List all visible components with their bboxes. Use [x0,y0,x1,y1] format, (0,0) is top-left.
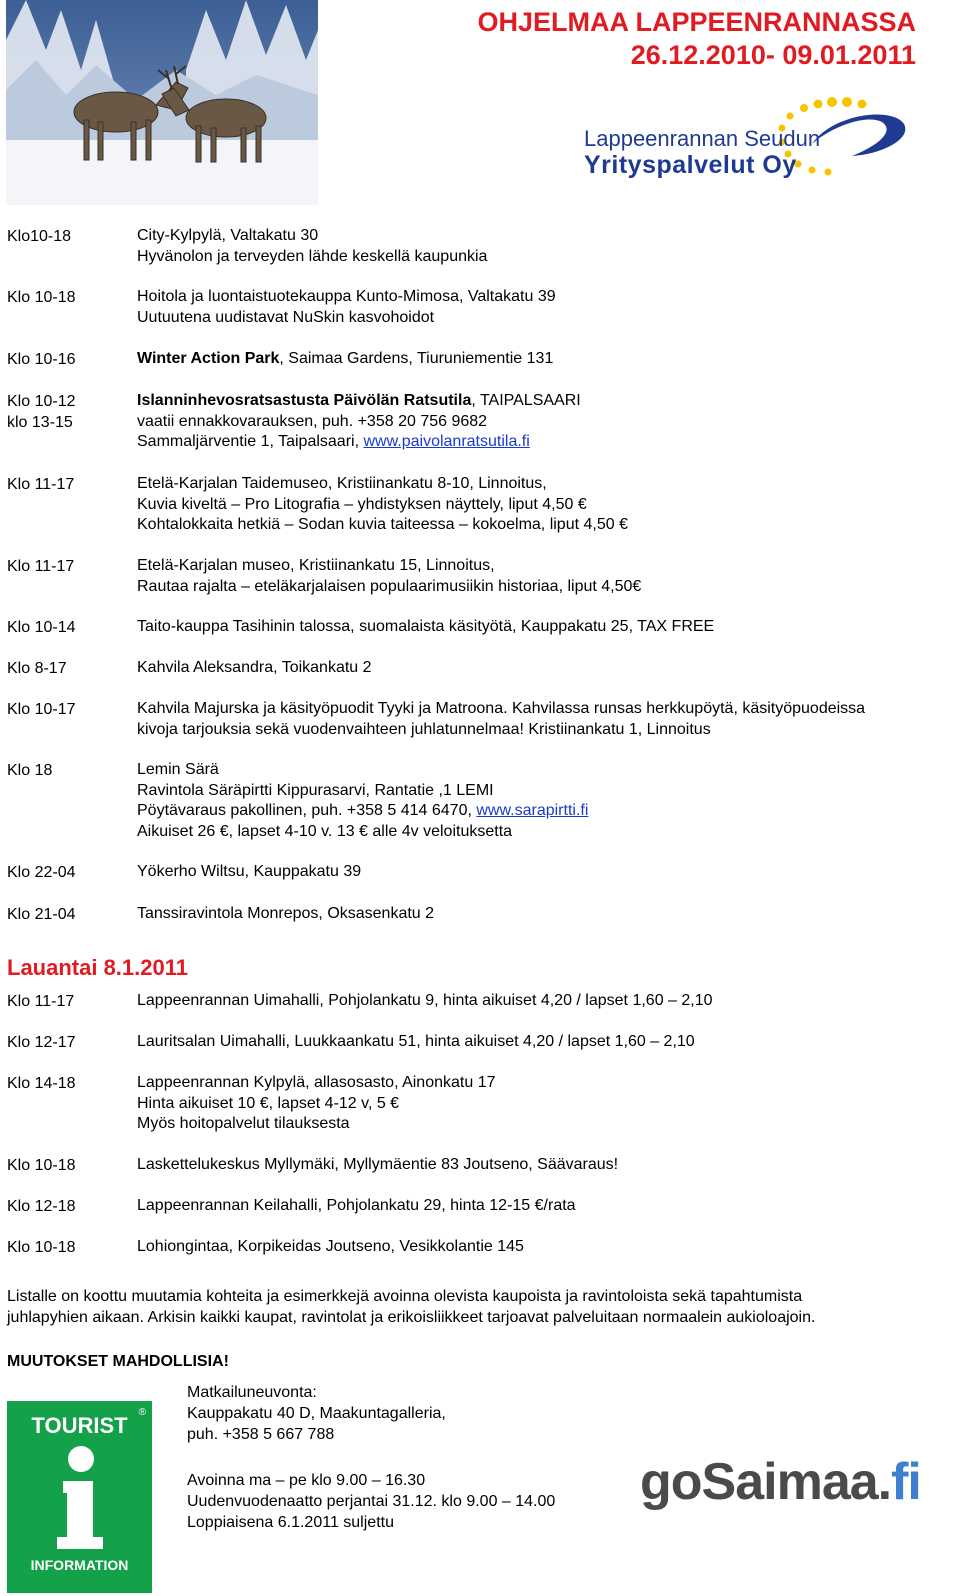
event-line: Taito-kauppa Tasihinin talossa, suomalaista käsityötä, Kauppakatu 25, TAX FREE [137,618,715,635]
event-line: vaatii ennakkovarauksen, puh. +358 20 756 9682 [137,412,488,430]
info-i-icon [45,1445,115,1553]
logo-text-line-1: Lappeenrannan Seudun [584,126,821,151]
event-description [137,617,714,638]
event-time: Klo 11-17 [7,993,75,1010]
event-description [137,862,361,883]
tourist-info-contact [187,1382,446,1445]
gosaimaa-logo-tld: fi [891,1453,921,1511]
event-line: Sammaljärventie 1, Taipalsaari, [137,433,364,451]
event-line: Lohiongintaa, Korpikeidas Joutseno, Vesikkolantie 145 [137,1238,524,1255]
title-line-2: 26.12.2010- 09.01.2011 [630,40,916,70]
event-time: Klo 11-17 [7,558,75,575]
sarapirtti-link[interactable]: www.sarapirtti.fi [476,802,589,820]
event-description [137,556,641,597]
event-time: Klo 10-16 [7,351,76,368]
tourist-info-logo [7,1401,152,1593]
event-description [137,699,865,740]
event-line: Hoitola ja luontaistuotekauppa Kunto-Mimosa, Valtakatu 39 [137,288,556,305]
event-name-bold: Winter Action Park [137,350,280,367]
title-line-1: OHJELMAA LAPPEENRANNASSA [477,7,916,37]
event-line: Rautaa rajalta – eteläkarjalaisen populaarimusiikin historiaa, liput 4,50€ [137,577,642,595]
info-line: Kauppakatu 40 D, Maakuntagalleria, [187,1405,446,1422]
event-line: Kahvila Majurska ja käsityöpuodit Tyyki ja Matroona. Kahvilassa runsas herkkupöytä, käsityöpuodeissa [137,700,866,717]
logo-text-line-2: Yrityspalvelut Oy [584,151,797,179]
info-line: puh. +358 5 667 788 [187,1426,335,1443]
event-time [7,391,76,433]
event-line: Lauritsalan Uimahalli, Luukkaankatu 51, hinta aikuiset 4,20 / lapset 1,60 – 2,10 [137,1033,695,1050]
event-description [137,474,628,536]
event-line: Lemin Särä [137,761,219,778]
event-line: Uutuutena uudistavat NuSkin kasvohoidot [137,308,435,326]
gosaimaa-logo [640,1452,921,1512]
event-time: Klo 10-18 [7,1239,76,1256]
event-line: Aikuiset 26 €, lapset 4-10 v. 13 € alle 4v veloituksetta [137,822,513,840]
event-time: Klo 12-18 [7,1198,76,1215]
footer-line-2: juhlapyhien aikaan. Arkisin kaikki kaupat, ravintolat ja erikoisliikkeet tarjoavat palveluitaan normaalein aukioloajoin. [7,1309,816,1326]
event-time: Klo10-18 [7,228,72,245]
event-time: Klo 10-18 [7,1157,76,1174]
event-description [137,991,713,1012]
event-line: Kuvia kiveltä – Pro Litografia – yhdistyksen näyttely, liput 4,50 € [137,495,587,513]
event-line: , TAIPALSAARI [471,392,581,409]
event-time: Klo 21-04 [7,906,76,923]
footer-note [7,1286,947,1328]
event-description [137,1032,695,1053]
gosaimaa-logo-main: goSaimaa. [640,1453,892,1511]
event-line: City-Kylpylä, Valtakatu 30 [137,227,319,244]
yrityspalvelut-logo [582,94,922,186]
tourist-logo-top: TOURIST [31,1413,128,1438]
event-description [137,1237,524,1258]
event-description [137,904,434,925]
event-line: Lappeenrannan Kylpylä, allasosasto, Ainonkatu 17 [137,1074,496,1091]
info-line: Uudenvuodenaatto perjantai 31.12. klo 9.00 – 14.00 [187,1493,556,1510]
event-description [137,1073,495,1135]
footer-line-1: Listalle on koottu muutamia kohteita ja esimerkkejä avoinna olevista kaupoista ja ravintoloista sekä tapahtumista [7,1288,803,1305]
event-time: Klo 22-04 [7,864,76,881]
event-time-2: klo 13-15 [7,414,73,431]
info-line: Loppiaisena 6.1.2011 suljettu [187,1514,394,1531]
event-line: Kohtalokkaita hetkiä – Sodan kuvia taiteessa – kokoelma, liput 4,50 € [137,516,628,534]
event-description [137,287,556,328]
changes-notice: MUUTOKSET MAHDOLLISIA! [7,1353,229,1370]
info-line: Matkailuneuvonta: [187,1384,317,1401]
event-line: Yökerho Wiltsu, Kauppakatu 39 [137,863,362,880]
event-description [137,391,581,453]
event-line: Ravintola Säräpirtti Kippurasarvi, Rantatie ,1 LEMI [137,781,494,799]
event-time: Klo 10-14 [7,619,76,636]
section-title: Lauantai 8.1.2011 [7,955,188,980]
tourist-info-hours [187,1470,555,1533]
event-time: Klo 8-17 [7,660,67,677]
registered-mark: ® [138,1407,146,1418]
event-line: Myös hoitopalvelut tilauksesta [137,1115,350,1133]
paivolanratsutila-link[interactable]: www.paivolanratsutila.fi [363,433,530,451]
event-description [137,1155,618,1176]
event-line: Lappeenrannan Keilahalli, Pohjolankatu 29, hinta 12-15 €/rata [137,1197,576,1214]
event-line: Etelä-Karjalan museo, Kristiinankatu 15, Linnoitus, [137,557,495,574]
event-description [137,226,487,267]
event-time: Klo 10-17 [7,701,76,718]
event-line: Hyvänolon ja terveyden lähde keskellä kaupunkia [137,247,488,265]
event-time: Klo 12-17 [7,1034,76,1051]
event-description [137,349,553,370]
event-line: Laskettelukeskus Myllymäki, Myllymäentie 83 Joutseno, Säävaraus! [137,1156,619,1173]
event-line: Lappeenrannan Uimahalli, Pohjolankatu 9, hinta aikuiset 4,20 / lapset 1,60 – 2,10 [137,992,713,1009]
event-time: Klo 18 [7,762,53,779]
event-line: Pöytävaraus pakollinen, puh. +358 5 414 6470, [137,802,477,820]
event-line: Tanssiravintola Monrepos, Oksasenkatu 2 [137,905,435,922]
tourist-logo-bottom: INFORMATION [30,1557,129,1573]
event-description [137,1196,576,1217]
event-name-bold: Islanninhevosratsastusta Päivölän Ratsutila [137,392,472,409]
event-time-1: Klo 10-12 [7,393,76,410]
event-description [137,658,372,679]
event-time: Klo 14-18 [7,1075,76,1092]
event-line: kivoja tarjouksia sekä vuodenvaihteen juhlatunnelmaa! Kristiinankatu 1, Linnoitus [137,720,711,738]
info-line: Avoinna ma – pe klo 9.00 – 16.30 [187,1472,426,1489]
event-description [137,760,588,842]
event-line: Hinta aikuiset 10 €, lapset 4-12 v, 5 € [137,1094,400,1112]
event-time: Klo 11-17 [7,476,75,493]
event-line: Kahvila Aleksandra, Toikankatu 2 [137,659,372,676]
event-line: , Saimaa Gardens, Tiuruniementie 131 [279,350,554,367]
event-line: Etelä-Karjalan Taidemuseo, Kristiinankatu 8-10, Linnoitus, [137,475,547,492]
reindeer-photo [6,0,318,205]
event-time: Klo 10-18 [7,289,76,306]
page-title [477,6,916,72]
